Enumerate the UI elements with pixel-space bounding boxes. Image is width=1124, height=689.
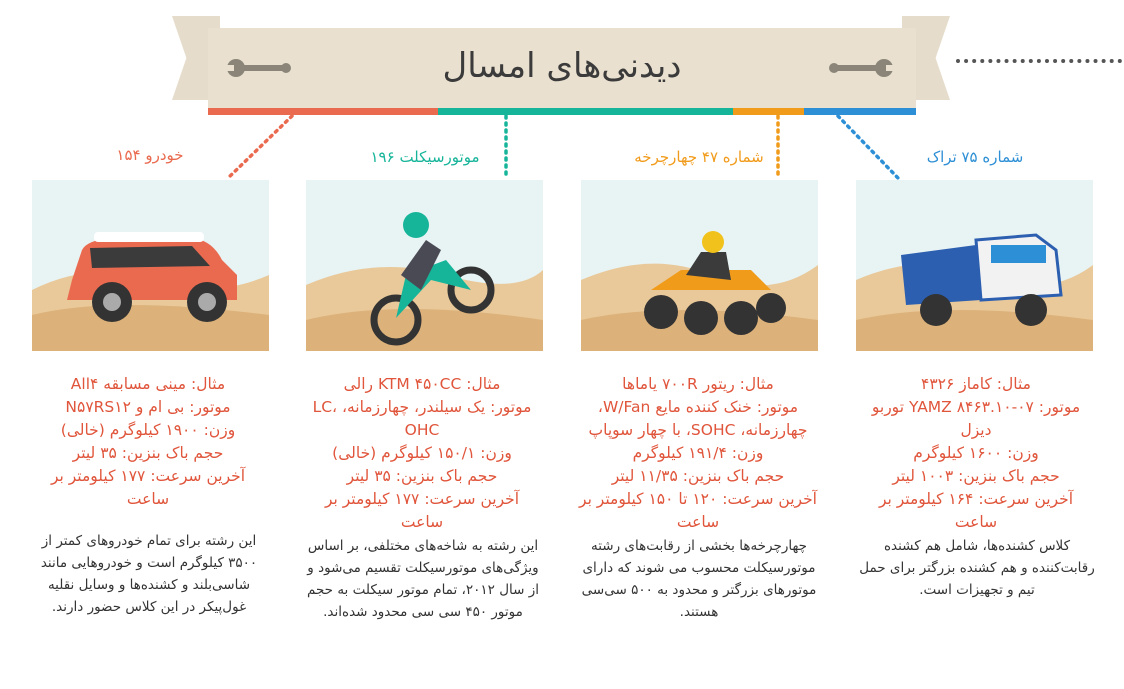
- spec-line: آخرین سرعت: ۱۶۴ کیلومتر بر ساعت: [878, 490, 1074, 531]
- truck-description: کلاس کشنده‌ها، شامل هم کشنده رقابت‌کننده و هم کشنده بزرگتر برای حمل تیم و تجهیزات است.: [859, 538, 1095, 598]
- connector-quad: [770, 112, 786, 180]
- header-banner: [208, 28, 916, 108]
- connector-motorcycle: [498, 112, 514, 180]
- quad-title: شماره ۴۷ چهارچرخه: [634, 148, 764, 166]
- stripe-motorcycle: [438, 108, 733, 115]
- spec-line: مثال: کاماز ۴۳۲۶: [921, 375, 1031, 393]
- quad-specs: [578, 373, 818, 534]
- motorcycle-title: ۱۹۶ موتورسیکلت: [370, 148, 480, 166]
- spec-line: موتور: یک سیلندر، چهارزمانه، LC، OHC: [312, 398, 532, 439]
- spec-line: وزن: ۱۹۱/۴ کیلوگرم: [632, 444, 764, 462]
- spec-line: آخرین سرعت: ۱۷۷ کیلومتر بر ساعت: [324, 490, 520, 531]
- page-title: دیدنی‌های امسال: [442, 46, 682, 86]
- car-title: ۱۵۴ خودرو: [116, 146, 184, 164]
- rally-car-icon: [32, 180, 269, 351]
- motorcycle-illustration: [306, 180, 543, 351]
- spec-line: مثال: ریتور ۷۰۰R یاماها: [622, 375, 774, 393]
- spec-line: مثال: KTM ۴۵۰CC رالی: [343, 375, 501, 393]
- stripe-quad: [733, 108, 804, 115]
- spec-line: آخرین سرعت: ۱۲۰ تا ۱۵۰ کیلومتر بر ساعت: [579, 490, 817, 531]
- decorative-dotted-line: [956, 59, 1122, 63]
- spec-line: وزن: ۱۵۰/۱ کیلوگرم (خالی): [332, 444, 512, 462]
- motorcycle-specs: [302, 373, 542, 534]
- truck-illustration: [856, 180, 1093, 351]
- spec-line: موتور: بی ام و N۵۷RS۱۲: [65, 398, 231, 416]
- truck-title: شماره ۷۵ تراک: [926, 148, 1024, 166]
- spec-line: موتور: YAMZ ۸۴۶۳.۱۰-۰۷ توربو دیزل: [871, 398, 1081, 439]
- quad-bike-icon: [581, 180, 818, 351]
- spec-line: وزن: ۱۶۰۰ کیلوگرم: [913, 444, 1039, 462]
- spec-line: حجم باک بنزین: ۳۵ لیتر: [346, 467, 498, 485]
- wrench-icon: [824, 56, 894, 80]
- truck-icon: [856, 180, 1093, 351]
- spec-line: حجم باک بنزین: ۳۵ لیتر: [72, 444, 224, 462]
- quad-illustration: [581, 180, 818, 351]
- spec-line: وزن: ۱۹۰۰ کیلوگرم (خالی): [60, 421, 236, 439]
- car-specs: [28, 373, 268, 511]
- quad-description: چهارچرخه‌ها بخشی از رقابت‌های رشته موتورسیکلت محسوب می شوند که دارای موتورهای بزرگتر و محدود به ۵۰۰ سی‌سی هستند.: [581, 538, 817, 620]
- spec-line: موتور: خنک کننده مایع W/Fan، چهارزمانه، SOHC، با چهار سوپاپ: [588, 398, 808, 439]
- spec-line: آخرین سرعت: ۱۷۷ کیلومتر بر ساعت: [50, 467, 246, 508]
- motorcycle-icon: [306, 180, 543, 351]
- spec-line: حجم باک بنزین: ۱۱/۳۵ لیتر: [611, 467, 785, 485]
- spec-line: مثال: مینی مسابقه All۴: [70, 375, 226, 393]
- truck-specs: [856, 373, 1096, 534]
- motorcycle-description: این رشته به شاخه‌های مختلفی، بر اساس ویژگی‌های موتورسیکلت تقسیم می‌شود و از سال ۲۰۱۲، تمام موتور سیکلت به حجم موتور ۴۵۰ سی سی محدود شده‌اند.: [306, 538, 540, 620]
- car-illustration: [32, 180, 269, 351]
- connector-truck: [832, 112, 904, 182]
- car-description: این رشته برای تمام خودروهای کمتر از ۳۵۰۰ کیلوگرم است و خودروهایی مانند شاسی‌بلند و کشنده‌ها و وسایل نقلیه غول‌پیکر در این کلاس حضور دارند.: [40, 533, 258, 615]
- spec-line: حجم باک بنزین: ۱۰۰۳ لیتر: [892, 467, 1060, 485]
